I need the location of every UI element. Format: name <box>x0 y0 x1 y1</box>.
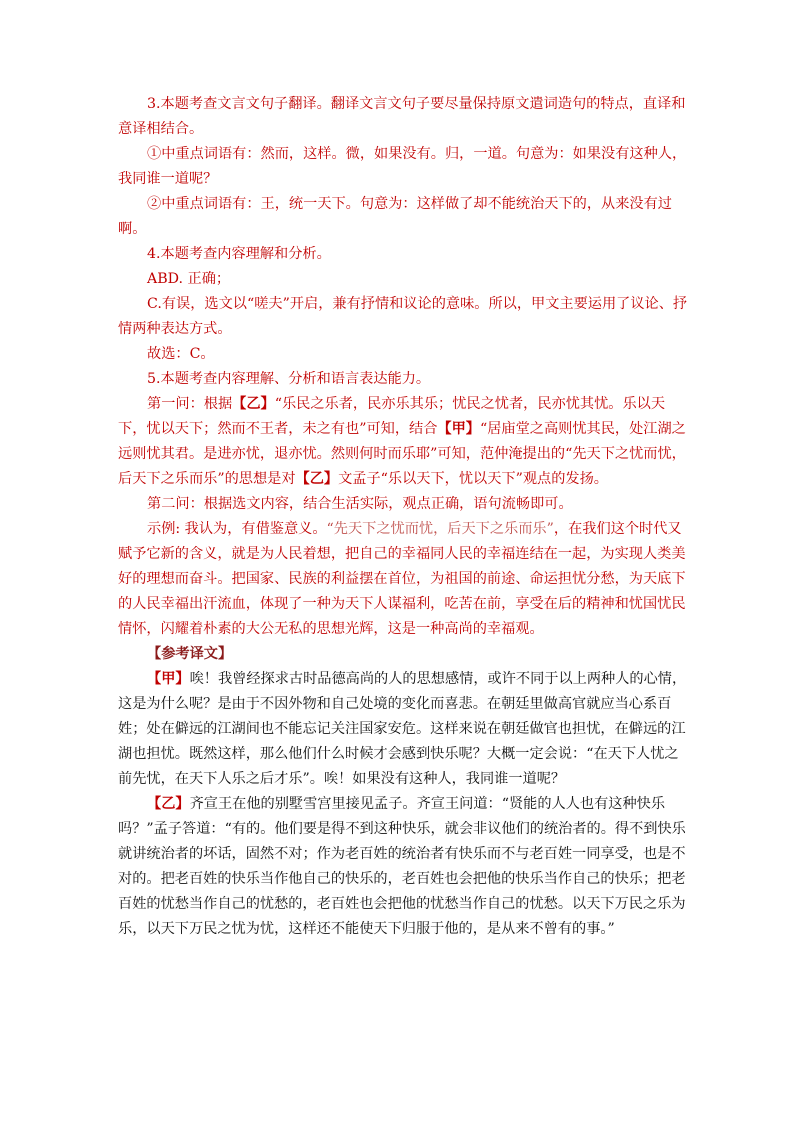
paragraph-q3: 3.本题考查文言文句子翻译。翻译文言文句子要尽量保持原文遣词造句的特点，直译和意译相结合。 <box>118 96 686 137</box>
paragraph-q5-first <box>118 392 688 492</box>
first-question-intro: 第一问：根据 <box>147 396 233 412</box>
example-quote: “先天下之忧而忧，后天下之乐而乐” <box>326 521 554 537</box>
label-yi: 【乙】 <box>147 796 190 812</box>
paragraph-q5: 5.本题考查内容理解、分析和语言表达能力。 <box>147 371 431 387</box>
bracket-jia: 【甲】 <box>437 421 480 437</box>
paragraph-q3-item1 <box>118 142 688 192</box>
first-question-quote-jia: “居庙堂之高则忧其民，处江湖之远则忧其君。是进亦忧，退亦忧。然则何时而乐耶”可知，范仲淹提出的“先天下之忧而忧，后天下之乐而乐”的思想是对 <box>118 421 686 487</box>
example-body: ，在我们这个时代又赋予它新的含义，就是为人民着想，把自己的幸福同人民的幸福连结在一起，为实现人类美好的理想而奋斗。把国家、民族的利益摆在首位，为祖国的前途、命运担忧分愁，为天底下的人民幸福出汗流血，体现了一种为天下人谋福利，吃苦在前，享受在后的精神和忧国忧民情怀，闪耀着朴素的大公无私的思想光辉，这是一种高尚的幸福观。 <box>118 521 686 637</box>
example-intro: 示例: 我认为，有借鉴意义。 <box>147 521 327 537</box>
paragraph-q5-example <box>118 517 688 642</box>
first-question-end: 文孟子“乐以天下，忧以天下”观点的发扬。 <box>338 471 608 487</box>
label-jia: 【甲】 <box>147 671 190 687</box>
first-question-quote-yi: “乐民之乐者，民亦乐其乐；忧民之忧者，民亦忧其忧。乐以天下，忧以天下；然而不王者，未之有也”可知，结合 <box>118 396 666 437</box>
circled-number-1: ① <box>147 146 162 162</box>
translation-yi-text: 齐宣王在他的别墅雪宫里接见孟子。齐宣王问道：“贤能的人人也有这种快乐吗？”孟子答道：“有的。他们要是得不到这种快乐，就会非议他们的统治者的。得不到快乐就讲统治者的坏话，固然不对；作为老百姓的统治者有快乐而不与老百姓一同享受，也是不对的。把老百姓的快乐当作他自己的快乐的，老百姓也会把他的快乐当作自己的快乐；把老百姓的忧愁当作自己的忧愁的，老百姓也会把他的忧愁当作自己的忧愁。以天下万民之乐为乐，以天下万民之忧为忧，这样还不能使天下归服于他的，是从来不曾有的事。” <box>118 796 686 937</box>
paragraph-q4-answer: 故选：C。 <box>147 346 215 362</box>
paragraph-q5-second: 第二问：根据选文内容，结合生活实际，观点正确，语句流畅即可。 <box>147 496 573 512</box>
translation-yi <box>118 792 688 942</box>
bracket-yi-2: 【乙】 <box>295 471 339 487</box>
bracket-yi: 【乙】 <box>232 396 275 412</box>
translation-jia <box>118 667 688 792</box>
circled-number-2: ② <box>147 196 162 212</box>
answer-explanation <box>118 92 688 942</box>
reference-translation-heading: 【参考译文】 <box>147 646 233 662</box>
paragraph-q4-abd: ABD. 正确； <box>147 271 231 287</box>
paragraph-q4: 4.本题考查内容理解和分析。 <box>147 246 331 262</box>
item2-text: 中重点词语有：王，统一天下。句意为：这样做了却不能统治天下的，从来没有过啊。 <box>118 196 672 237</box>
paragraph-q4-c: C.有误，选文以“嗟夫”开启，兼有抒情和议论的意味。所以，甲文主要运用了议论、抒情两种表达方式。 <box>118 296 688 337</box>
item1-text: 中重点词语有：然而，这样。微，如果没有。归，一道。句意为：如果没有这种人，我同谁一道呢？ <box>118 146 687 187</box>
paragraph-q3-item2 <box>118 192 688 242</box>
translation-jia-text: 唉！我曾经探求古时品德高尚的人的思想感情，或许不同于以上两种人的心情，这是为什么呢？是由于不因外物和自己处境的变化而喜悲。在朝廷里做高官就应当心系百姓；处在僻远的江湖间也不能忘记关注国家安危。这样来说在朝廷做官也担忧，在僻远的江湖也担忧。既然这样，那么他们什么时候才会感到快乐呢？大概一定会说：“在天下人忧之前先忧，在天下人乐之后才乐”。唉！如果没有这种人，我同谁一道呢？ <box>118 671 687 787</box>
